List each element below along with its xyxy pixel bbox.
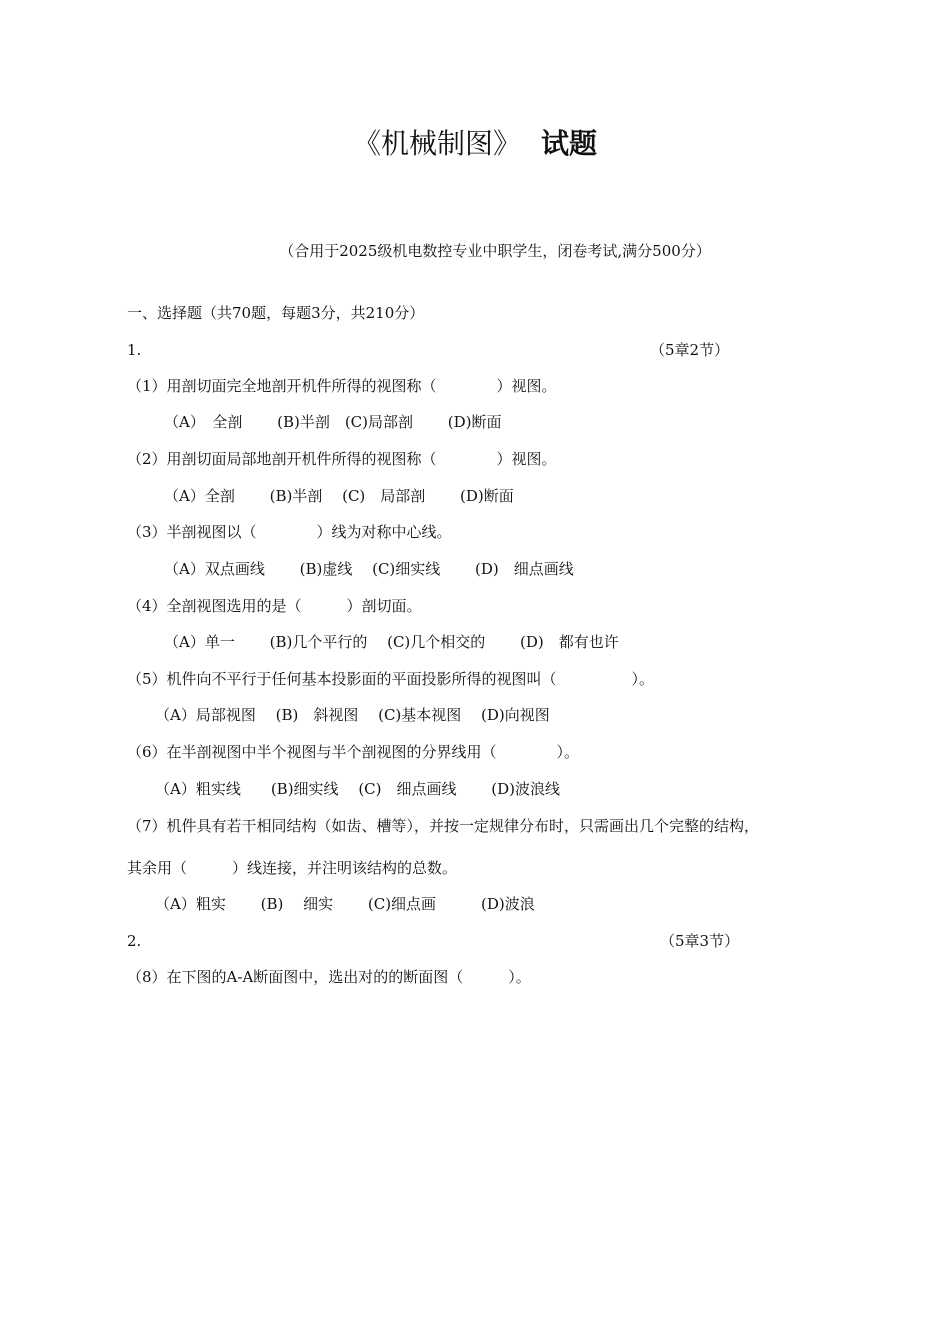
question-1-options: （A） 全剖 (B)半剖 (C)局部剖 (D)断面	[164, 413, 502, 431]
question-3-options: （A）双点画线 (B)虚线 (C)细实线 (D) 细点画线	[164, 560, 574, 578]
question-6-options: （A）粗实线 (B)细实线 (C) 细点画线 (D)波浪线	[155, 780, 561, 798]
group1-number: 1.	[127, 341, 142, 359]
title-main: 《机械制图》	[352, 127, 521, 160]
group2-number: 2.	[127, 932, 142, 950]
question-7-stem: （7）机件具有若干相同结构（如齿、槽等），并按一定规律分布时，只需画出几个完整的结构，	[127, 817, 760, 835]
question-2-options: （A）全剖 (B)半剖 (C) 局部剖 (D)断面	[164, 487, 514, 505]
subtitle: （合用于2025级机电数控专业中职学生，闭卷考试,满分500分）	[279, 242, 711, 260]
question-7-stem-continued: 其余用（ ）线连接，并注明该结构的总数。	[127, 859, 458, 877]
question-2-stem: （2）用剖切面局部地剖开机件所得的视图称（ ）视图。	[127, 450, 557, 468]
question-5-options: （A）局部视图 (B) 斜视图 (C)基本视图 (D)向视图	[155, 706, 550, 724]
section-heading: 一、选择题（共70题，每题3分，共210分）	[127, 304, 425, 322]
group1-reference: （5章2节）	[650, 341, 730, 359]
title-suffix: 试题	[541, 127, 598, 160]
question-7-options: （A）粗实 (B) 细实 (C)细点画 (D)波浪	[155, 895, 535, 913]
document-title	[0, 124, 950, 164]
group2-reference: （5章3节）	[660, 932, 740, 950]
question-1-stem: （1）用剖切面完全地剖开机件所得的视图称（ ）视图。	[127, 377, 557, 395]
question-5-stem: （5）机件向不平行于任何基本投影面的平面投影所得的视图叫（ ）。	[127, 670, 655, 688]
question-3-stem: （3）半剖视图以（ ）线为对称中心线。	[127, 523, 452, 541]
question-4-options: （A）单一 (B)几个平行的 (C)几个相交的 (D) 都有也许	[164, 633, 619, 651]
question-8-stem: （8）在下图的A-A断面图中，选出对的的断面图（ ）。	[127, 968, 531, 986]
question-4-stem: （4）全剖视图选用的是（ ）剖切面。	[127, 597, 422, 615]
question-6-stem: （6）在半剖视图中半个视图与半个剖视图的分界线用（ ）。	[127, 743, 580, 761]
